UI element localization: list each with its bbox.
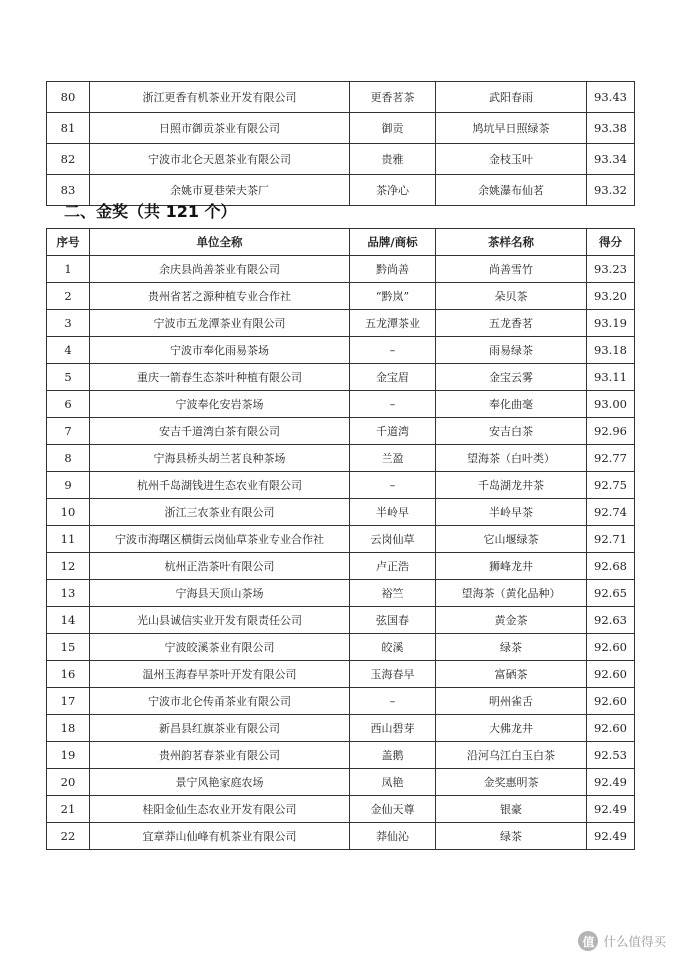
- cell-score: 92.63: [587, 607, 635, 634]
- table-row: [47, 553, 635, 580]
- cell-no: 19: [47, 742, 90, 769]
- cell-no: 80: [47, 82, 90, 113]
- watermark-text: 什么值得买: [603, 934, 666, 949]
- cell-score: 92.49: [587, 823, 635, 850]
- cell-no: 4: [47, 337, 90, 364]
- cell-brand: 千道湾: [350, 418, 436, 445]
- cell-brand: –: [350, 688, 436, 715]
- cell-tea: 安吉白茶: [436, 418, 587, 445]
- cell-brand: 贵雅: [350, 144, 436, 175]
- cell-tea: 绿茶: [436, 823, 587, 850]
- cell-company: 贵州韵茗春茶业有限公司: [90, 742, 350, 769]
- section-heading: 二、金奖（共 121 个）: [64, 202, 237, 221]
- cell-no: 17: [47, 688, 90, 715]
- cell-company: 杭州千岛湖钱进生态农业有限公司: [90, 472, 350, 499]
- table-row: [47, 634, 635, 661]
- cell-brand: “黔岚”: [350, 283, 436, 310]
- cell-company: 宁波市北仑天恩茶业有限公司: [90, 144, 350, 175]
- cell-score: 92.60: [587, 634, 635, 661]
- cell-score: 92.60: [587, 688, 635, 715]
- cell-no: 16: [47, 661, 90, 688]
- cell-brand: 卢正浩: [350, 553, 436, 580]
- table-row: [47, 580, 635, 607]
- cell-brand: 更香茗茶: [350, 82, 436, 113]
- cell-brand: 黔尚善: [350, 256, 436, 283]
- cell-company: 宜章莽山仙峰有机茶业有限公司: [90, 823, 350, 850]
- cell-score: 92.71: [587, 526, 635, 553]
- cell-company: 浙江三农茶业有限公司: [90, 499, 350, 526]
- table-row: [47, 742, 635, 769]
- cell-no: 10: [47, 499, 90, 526]
- cell-company: 景宁风艳家庭农场: [90, 769, 350, 796]
- cell-company: 新昌县红旗茶业有限公司: [90, 715, 350, 742]
- cell-no: 12: [47, 553, 90, 580]
- cell-no: 21: [47, 796, 90, 823]
- cell-company: 温州玉海春早茶叶开发有限公司: [90, 661, 350, 688]
- cell-tea: 明州雀舌: [436, 688, 587, 715]
- cell-company: 杭州正浩茶叶有限公司: [90, 553, 350, 580]
- cell-score: 92.74: [587, 499, 635, 526]
- cell-score: 92.75: [587, 472, 635, 499]
- cell-score: 93.00: [587, 391, 635, 418]
- cell-brand: –: [350, 391, 436, 418]
- table-row: [47, 364, 635, 391]
- cell-brand: 莽仙沁: [350, 823, 436, 850]
- cell-score: 93.19: [587, 310, 635, 337]
- cell-no: 18: [47, 715, 90, 742]
- cell-score: 92.49: [587, 796, 635, 823]
- cell-company: 宁波皎溪茶业有限公司: [90, 634, 350, 661]
- cell-no: 3: [47, 310, 90, 337]
- table-row: [47, 113, 635, 144]
- cell-no: 15: [47, 634, 90, 661]
- watermark: [578, 931, 666, 951]
- table-row: [47, 337, 635, 364]
- cell-company: 宁波市奉化雨易茶场: [90, 337, 350, 364]
- cell-brand: 裕竺: [350, 580, 436, 607]
- cell-score: 92.53: [587, 742, 635, 769]
- cell-company: 光山县诚信实业开发有限责任公司: [90, 607, 350, 634]
- table-row: [47, 310, 635, 337]
- cell-tea: 金奖惠明茶: [436, 769, 587, 796]
- header-tea: 茶样名称: [436, 229, 587, 256]
- table-row: [47, 823, 635, 850]
- cell-brand: 凤艳: [350, 769, 436, 796]
- cell-score: 92.49: [587, 769, 635, 796]
- cell-score: 92.65: [587, 580, 635, 607]
- cell-score: 92.60: [587, 661, 635, 688]
- cell-company: 宁海县桥头胡兰茗良种茶场: [90, 445, 350, 472]
- header-brand: 品牌/商标: [350, 229, 436, 256]
- table-row: [47, 144, 635, 175]
- cell-score: 93.18: [587, 337, 635, 364]
- cell-tea: 鸠坑早日照绿茶: [436, 113, 587, 144]
- cell-score: 93.38: [587, 113, 635, 144]
- cell-company: 宁波市北仑传甬茶业有限公司: [90, 688, 350, 715]
- cell-company: 余庆县尚善茶业有限公司: [90, 256, 350, 283]
- cell-tea: 金宝云雾: [436, 364, 587, 391]
- cell-brand: 半岭早: [350, 499, 436, 526]
- header-no: 序号: [47, 229, 90, 256]
- cell-no: 1: [47, 256, 90, 283]
- cell-score: 92.77: [587, 445, 635, 472]
- cell-score: 93.43: [587, 82, 635, 113]
- cell-no: 9: [47, 472, 90, 499]
- cell-no: 81: [47, 113, 90, 144]
- cell-tea: 富硒茶: [436, 661, 587, 688]
- cell-tea: 奉化曲毫: [436, 391, 587, 418]
- cell-tea: 朵贝茶: [436, 283, 587, 310]
- cell-tea: 望海茶（黄化品种）: [436, 580, 587, 607]
- cell-no: 14: [47, 607, 90, 634]
- cell-brand: –: [350, 337, 436, 364]
- cell-company: 桂阳金仙生态农业开发有限公司: [90, 796, 350, 823]
- cell-company: 贵州省茗之源种植专业合作社: [90, 283, 350, 310]
- cell-company: 宁波市海曙区横街云岗仙草茶业专业合作社: [90, 526, 350, 553]
- cell-no: 83: [47, 175, 90, 206]
- table-row: [47, 256, 635, 283]
- cell-tea: 望海茶（白叶类）: [436, 445, 587, 472]
- table-row: [47, 418, 635, 445]
- cell-company: 余姚市夏巷荣夫茶厂: [90, 175, 350, 206]
- cell-brand: 兰盈: [350, 445, 436, 472]
- cell-company: 宁波奉化安岩茶场: [90, 391, 350, 418]
- cell-no: 2: [47, 283, 90, 310]
- cell-no: 5: [47, 364, 90, 391]
- table-row: [47, 445, 635, 472]
- cell-no: 7: [47, 418, 90, 445]
- cell-brand: 弦国春: [350, 607, 436, 634]
- cell-tea: 沿河乌江白玉白茶: [436, 742, 587, 769]
- cell-company: 安吉千道湾白茶有限公司: [90, 418, 350, 445]
- watermark-logo-icon: 值: [578, 931, 598, 951]
- table-row: [47, 661, 635, 688]
- cell-tea: 银豪: [436, 796, 587, 823]
- cell-brand: 茶净心: [350, 175, 436, 206]
- table-row: [47, 796, 635, 823]
- cell-company: 浙江更香有机茶业开发有限公司: [90, 82, 350, 113]
- cell-brand: 西山碧芽: [350, 715, 436, 742]
- table-row: [47, 472, 635, 499]
- table-row: [47, 688, 635, 715]
- table-row: [47, 715, 635, 742]
- cell-no: 22: [47, 823, 90, 850]
- cell-brand: 云岗仙草: [350, 526, 436, 553]
- cell-brand: 金仙天尊: [350, 796, 436, 823]
- cell-score: 92.60: [587, 715, 635, 742]
- cell-score: 92.68: [587, 553, 635, 580]
- table-row: [47, 769, 635, 796]
- cell-tea: 千岛湖龙井茶: [436, 472, 587, 499]
- cell-no: 6: [47, 391, 90, 418]
- table-row: [47, 526, 635, 553]
- cell-brand: 盖鹅: [350, 742, 436, 769]
- cell-tea: 金枝玉叶: [436, 144, 587, 175]
- cell-score: 93.34: [587, 144, 635, 175]
- cell-tea: 黄金茶: [436, 607, 587, 634]
- cell-no: 20: [47, 769, 90, 796]
- table-row: [47, 391, 635, 418]
- cell-brand: 金宝眉: [350, 364, 436, 391]
- gold-award-table: [46, 228, 635, 850]
- cell-company: 宁海县天顶山茶场: [90, 580, 350, 607]
- cell-tea: 余姚瀑布仙茗: [436, 175, 587, 206]
- cell-tea: 大佛龙井: [436, 715, 587, 742]
- cell-tea: 尚善雪竹: [436, 256, 587, 283]
- cell-tea: 绿茶: [436, 634, 587, 661]
- table-row: [47, 607, 635, 634]
- cell-brand: 玉海春早: [350, 661, 436, 688]
- cell-score: 92.96: [587, 418, 635, 445]
- cell-score: 93.20: [587, 283, 635, 310]
- cell-score: 93.11: [587, 364, 635, 391]
- cell-no: 11: [47, 526, 90, 553]
- cell-tea: 它山堰绿茶: [436, 526, 587, 553]
- table-row: [47, 82, 635, 113]
- table-row: [47, 499, 635, 526]
- cell-score: 93.32: [587, 175, 635, 206]
- cell-brand: 御贡: [350, 113, 436, 144]
- cell-tea: 武阳春雨: [436, 82, 587, 113]
- cell-tea: 半岭早茶: [436, 499, 587, 526]
- cell-no: 8: [47, 445, 90, 472]
- cell-tea: 狮峰龙井: [436, 553, 587, 580]
- cell-company: 日照市御贡茶业有限公司: [90, 113, 350, 144]
- cell-tea: 五龙香茗: [436, 310, 587, 337]
- cell-score: 93.23: [587, 256, 635, 283]
- cell-tea: 雨易绿茶: [436, 337, 587, 364]
- cell-brand: 皎溪: [350, 634, 436, 661]
- cell-no: 82: [47, 144, 90, 175]
- cell-company: 宁波市五龙潭茶业有限公司: [90, 310, 350, 337]
- previous-award-table: [46, 81, 635, 206]
- header-score: 得分: [587, 229, 635, 256]
- header-company: 单位全称: [90, 229, 350, 256]
- cell-company: 重庆一箭春生态茶叶种植有限公司: [90, 364, 350, 391]
- cell-brand: –: [350, 472, 436, 499]
- table-header-row: [47, 229, 635, 256]
- cell-brand: 五龙潭茶业: [350, 310, 436, 337]
- cell-no: 13: [47, 580, 90, 607]
- table-row: [47, 283, 635, 310]
